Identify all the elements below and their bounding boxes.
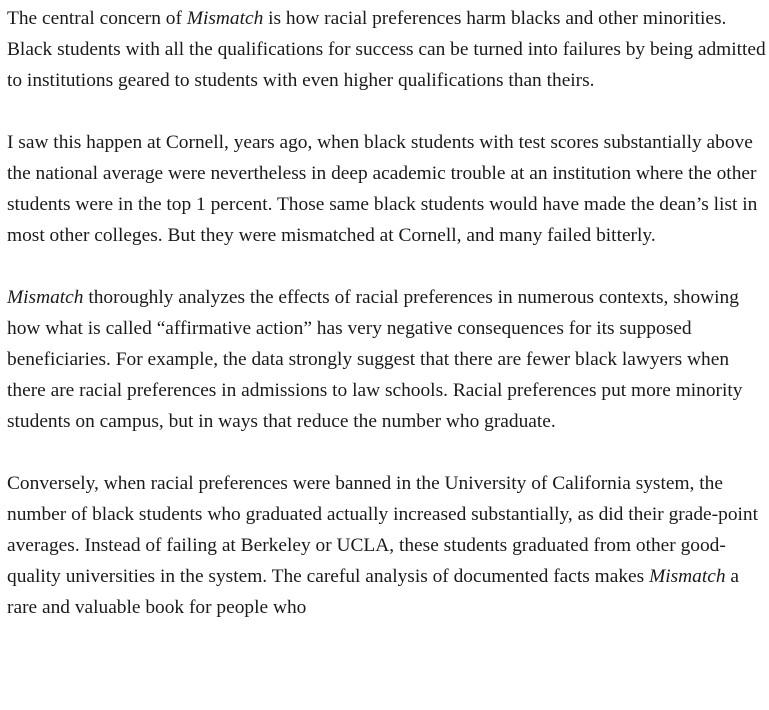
- book-title: Mismatch: [7, 287, 84, 308]
- paragraph-1: [7, 3, 767, 96]
- paragraph-2: [7, 127, 767, 251]
- paragraph-1-intro: The central concern of: [7, 8, 187, 29]
- paragraph-4-body: Conversely, when racial preferences were banned in the University of California system, the number of black students who graduated actually increased substantially, as did their grade-point averages. Instead of failing at Berkeley or UCLA, these students graduated from other good-quality universities in the system. The careful analysis of documented facts makes: [7, 473, 758, 587]
- paragraph-4-tail: a rare and valuable book for people who: [7, 566, 740, 618]
- paragraph-1-body: is how racial preferences harm blacks and other minorities. Black students with all the qualifications for success can be turned into failures by being admitted to institutions geared to students with even higher qualifications than theirs.: [7, 8, 766, 91]
- paragraph-4: [7, 468, 767, 623]
- book-title: Mismatch: [186, 8, 264, 29]
- book-title: Mismatch: [649, 566, 726, 587]
- paragraph-2-body: I saw this happen at Cornell, years ago, when black students with test scores substantially above the national average were nevertheless in deep academic trouble at an institution where the other students were in the top 1 percent. Those same black students would have made the dean’s list in most other colleges. But they were mismatched at Cornell, and many failed bitterly.: [7, 132, 758, 246]
- paragraph-3: [7, 282, 767, 437]
- article-body: [7, 3, 767, 654]
- paragraph-3-body: thoroughly analyzes the effects of racial preferences in numerous contexts, showing how what is called “affirmative action” has very negative consequences for its supposed beneficiaries. For example, the data strongly suggest that there are fewer black lawyers when there are racial preferences in admissions to law schools. Racial preferences put more minority students on campus, but in ways that reduce the number who graduate.: [7, 287, 743, 432]
